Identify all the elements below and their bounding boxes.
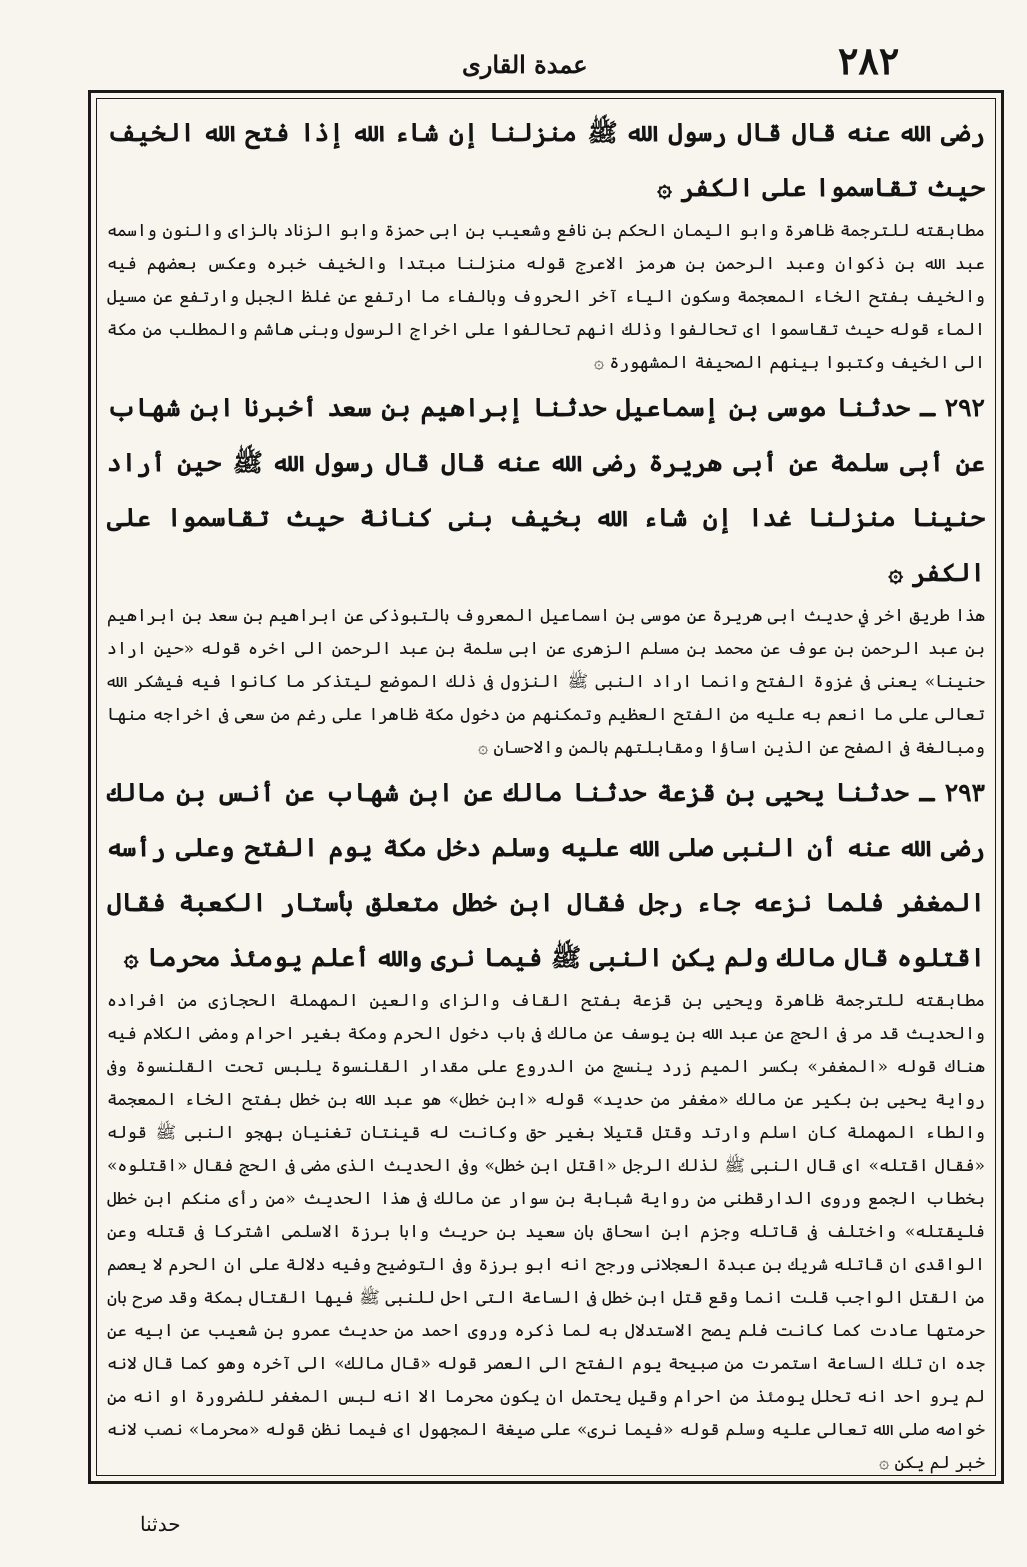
catchword: حدثنا — [140, 1512, 181, 1536]
page-header — [0, 36, 1027, 92]
hadith-text: ٢٩٣ ـ حدثنا يحيى بن قزعة حدثنا مالك عن ابن شهاب عن أنس بن مالك رضى الله عنه أن النبى صلى الله عليه وسلم دخل مكة يوم الفتح وعلى رأسه المغفر فلما نزعه جاء رجل فقال ابن خطل متعلق بأستار الكعبة فقال اقتلوه قال مالك ولم يكن النبى ﷺ فيما نرى والله أعلم يومئذ محرما ۞ — [107, 778, 985, 972]
page-body — [107, 105, 985, 1480]
commentary-text: هذا طريق اخر في حديث ابى هريرة عن موسى بن اسماعيل المعروف بالتبوذكى عن ابراهيم بن سعد بن ابراهيم بن عبد الرحمن بن عوف عن محمد بن مسلم الزهرى عن ابى سلمة بن عبد الرحمن الى اخره قوله «حين اراد حنينا» يعنى فى غزوة الفتح وانما اراد النبى ﷺ النزول فى ذلك الموضع ليتذكر ما كانوا فيه فيشكر الله تعالى على ما انعم به عليه من الفتح العظيم وتمكنهم من دخول مكة ظاهرا على رغم من سعى فى اخراجه منها ومبالغة فى الصفح عن الذين اساؤا ومقابلتهم بالمن والاحسان ۞ — [107, 606, 985, 758]
page-number: ۲۸۲ — [838, 38, 900, 83]
text-frame — [88, 90, 1004, 1484]
commentary-text: مطابقته للترجمة ظاهرة وابو اليمان الحكم بن نافع وشعيب بن ابى حمزة وابو الزناد بالزاى والنون واسمه عبد الله بن ذكوان وعبد الرحمن بن هرمز الاعرج قوله منزلنا مبتدا والخيف خبره وعكس بعضهم فيه والخيف بفتح الخاء المعجمة وسكون الياء آخر الحروف وبالفاء ما ارتفع عن غلظ الجبل وارتفع عن مسيل الماء قوله حيث تقاسموا اى تحالفوا وذلك انهم تحالفوا على اخراج الرسول وبنى هاشم والمطلب من مكة الى الخيف وكتبوا بينهم الصحيفة المشهورة ۞ — [107, 221, 985, 373]
hadith-text: رضى الله عنه قال قال رسول الله ﷺ منزلنا إن شاء الله إذا فتح الله الخيف حيث تقاسموا على الكفر ۞ — [107, 118, 985, 202]
book-title: عمدة القارى — [462, 50, 588, 79]
commentary-text: مطابقته للترجمة ظاهرة ويحيى بن قزعة بفتح القاف والزاى والعين المهملة الحجازى من افراده والحديث قد مر فى الحج عن عبد الله بن يوسف عن مالك فى باب دخول الحرم ومكة بغير احرام ومضى الكلام فيه هناك قوله «المغفر» بكسر الميم زرد ينسج من الدروع على مقدار القلنسوة يلبس تحت القلنسوة وفى رواية يحيى بن بكير عن مالك «مغفر من حديد» قوله «ابن خطل» هو عبد الله بن خطل بفتح الخاء المعجمة والطاء المهملة كان اسلم وارتد وقتل قتيلا بغير حق وكانت له قينتان تغنيان بهجو النبى ﷺ قوله «فقال اقتله» اى قال النبى ﷺ لذلك الرجل «اقتل ابن خطل» وفى الحديث الذى مضى فى الحج فقال «اقتلوه» بخطاب الجمع وروى الدارقطنى من رواية شبابة بن سوار عن مالك فى هذا الحديث «من رأى منكم ابن خطل فليقتله» واختلف فى قاتله وجزم ابن اسحاق بان سعيد بن حريث وابا برزة الاسلمى اشتركا فى قتله وعن الواقدى ان قاتله شريك بن عبدة العجلانى ورجح انه ابو برزة وفى التوضيح وفيه دلالة على ان الحرم لا يعصم من القتل الواجب قلت انما وقع قتل ابن خطل فى الساعة التى احل للنبى ﷺ فيها القتال بمكة وقد صرح بان حرمتها عادت كما كانت فلم يصح الاستدلال به لما ذكره وروى احمد من حديث عمرو بن شعيب عن ابيه عن جده ان تلك الساعة استمرت من صبيحة يوم الفتح الى العصر قوله «قال مالك» الى آخره وهو كما قال لانه لم يرو احد انه تحلل يومئذ من احرام وقيل يحتمل ان يكون محرما الا انه لبس المغفر للضرورة او انه من خواصه صلى الله تعالى عليه وسلم قوله «فيما نرى» على صيغة المجهول اى فيما نظن قوله «محرما» نصب لانه خبر لم يكن ۞ — [107, 991, 985, 1473]
hadith-text: ٢٩٢ ـ حدثنا موسى بن إسماعيل حدثنا إبراهيم بن سعد أخبرنا ابن شهاب عن أبى سلمة عن أبى هريرة رضى الله عنه قال قال رسول الله ﷺ حين أراد حنينا منزلنا غدا إن شاء الله بخيف بنى كنانة حيث تقاسموا على الكفر ۞ — [107, 393, 985, 587]
